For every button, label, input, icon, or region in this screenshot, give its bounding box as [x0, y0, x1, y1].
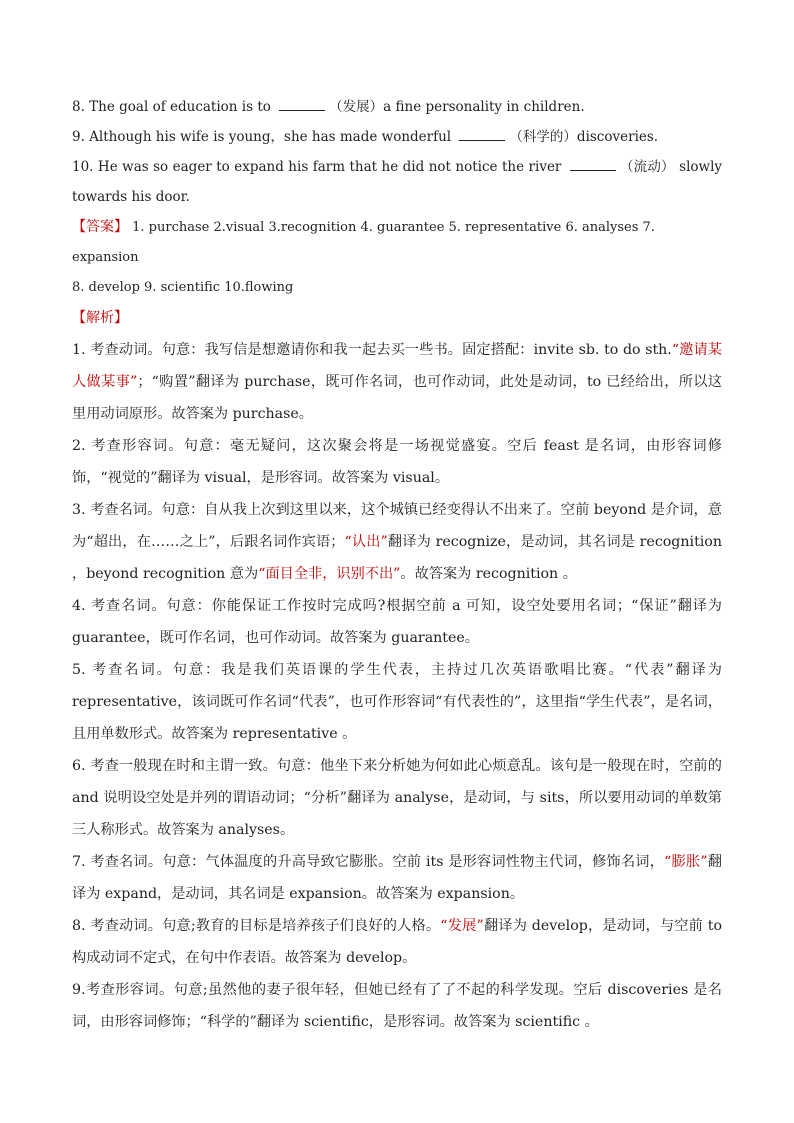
answer-line-2-row — [72, 273, 722, 303]
analysis-item-3-highlight-1: “认出” — [344, 534, 388, 550]
question-10-prefix: 10. He was so eager to expand his farm that he did not notice the river — [72, 159, 566, 175]
analysis-item-7-text-a: 7. 考查名词。句意：气体温度的升高导致它膨胀。空前 its 是形容词性物主代词，修饰名词， — [72, 854, 665, 870]
question-10 — [72, 152, 722, 212]
analysis-item-1-highlight: “邀请某人做某事” — [72, 342, 722, 390]
answer-line-1: 1. purchase 2.visual 3.recognition 4. guarantee 5. representative 6. analyses 7. expansion — [72, 220, 655, 265]
analysis-heading — [72, 303, 722, 334]
question-8 — [72, 92, 722, 122]
analysis-item-8-text-a: 8. 考查动词。句意;教育的目标是培养孩子们良好的人格。 — [72, 918, 441, 934]
analysis-item-5 — [72, 654, 722, 750]
analysis-item-1 — [72, 334, 722, 430]
question-9-prefix: 9. Although his wife is young，she has made wonderful — [72, 129, 456, 145]
analysis-item-7-highlight: “膨胀” — [664, 854, 708, 870]
question-10-hint: （流动） — [619, 159, 675, 175]
analysis-item-1-text-a: 1. 考查动词。句意：我写信是想邀请你和我一起去买一些书。固定搭配：invite sb. to do sth. — [72, 342, 672, 358]
analysis-item-6-text: 6. 考查一般现在时和主谓一致。句意：他坐下来分析她为何如此心烦意乱。该句是一般现在时，空前的 and 说明设空处是并列的谓语动词；“分析”翻译为 analyse，是动词，与 sits，所以要用动词的单数第三人称形式。故答案为 analyses。 — [72, 758, 722, 838]
analysis-item-4 — [72, 590, 722, 654]
answer-blank — [459, 128, 505, 141]
answer-blank — [279, 98, 325, 111]
question-8-prefix: 8. The goal of education is to — [72, 99, 276, 115]
question-8-suffix: a fine personality in children. — [383, 99, 585, 115]
document-page — [72, 92, 722, 1038]
analysis-item-2 — [72, 430, 722, 494]
analysis-item-7-text-b: 翻译为 expand，是动词，其名词是 expansion。故答案为 expansion。 — [72, 854, 722, 902]
analysis-item-8 — [72, 910, 722, 974]
question-10-suffix: slowly towards his door. — [72, 159, 723, 205]
analysis-item-9 — [72, 974, 722, 1038]
question-8-hint: （发展） — [329, 99, 384, 115]
analysis-item-8-text-b: 翻译为 develop，是动词，与空前 to 构成动词不定式，在句中作表语。故答案为 develop。 — [72, 918, 723, 966]
answer-blank — [570, 158, 616, 171]
analysis-item-1-text-b: ；“购置”翻译为 purchase，既可作名词，也可作动词，此处是动词，to 已经给出，所以这里用动词原形。故答案为 purchase。 — [72, 374, 722, 422]
analysis-item-3-text-c: 。故答案为 recognition 。 — [400, 566, 577, 582]
analysis-item-6 — [72, 750, 722, 846]
analysis-item-3-text-a: 3. 考查名词。句意：自从我上次到这里以来，这个城镇已经变得认不出来了。空前 beyond 是介词，意为“超出，在……之上”，后跟名词作宾语； — [72, 502, 722, 550]
analysis-item-8-highlight: “发展” — [440, 918, 484, 934]
analysis-item-9-text: 9.考查形容词。句意;虽然他的妻子很年轻，但她已经有了了不起的科学发现。空后 discoveries 是名词，由形容词修饰；“科学的”翻译为 scientific，是形容词。故答案为 scientific 。 — [72, 982, 722, 1030]
question-9-suffix: discoveries. — [576, 129, 659, 145]
question-9 — [72, 122, 722, 152]
analysis-item-7 — [72, 846, 722, 910]
analysis-tag: 【解析】 — [72, 310, 128, 326]
analysis-item-2-text: 2. 考查形容词。句意：毫无疑问，这次聚会将是一场视觉盛宴。空后 feast 是名词，由形容词修饰，“视觉的”翻译为 visual，是形容词。故答案为 visual。 — [72, 438, 722, 486]
answer-tag: 【答案】 — [72, 219, 128, 235]
analysis-item-3-text-b: 翻译为 recognize，是动词，其名词是 recognition ，beyond recognition 意为 — [72, 534, 722, 582]
analysis-item-4-text: 4. 考查名词。句意：你能保证工作按时完成吗?根据空前 a 可知，设空处要用名词；“保证”翻译为 guarantee，既可作名词，也可作动词。故答案为 guarantee。 — [72, 598, 722, 646]
analysis-item-3-highlight-2: “面目全非，识别不出” — [258, 566, 401, 582]
answer-line-2: 8. develop 9. scientific 10.flowing — [72, 280, 294, 295]
analysis-item-3 — [72, 494, 722, 590]
answer-section — [72, 212, 722, 273]
analysis-item-5-text: 5. 考查名词。句意：我是我们英语课的学生代表，主持过几次英语歌唱比赛。“代表”翻译为 representative，该词既可作名词“代表”，也可作形容词“有代表性的”，这里指“学生代表”，是名词，且用单数形式。故答案为 representative 。 — [72, 662, 722, 742]
question-9-hint: （科学的） — [509, 129, 577, 145]
